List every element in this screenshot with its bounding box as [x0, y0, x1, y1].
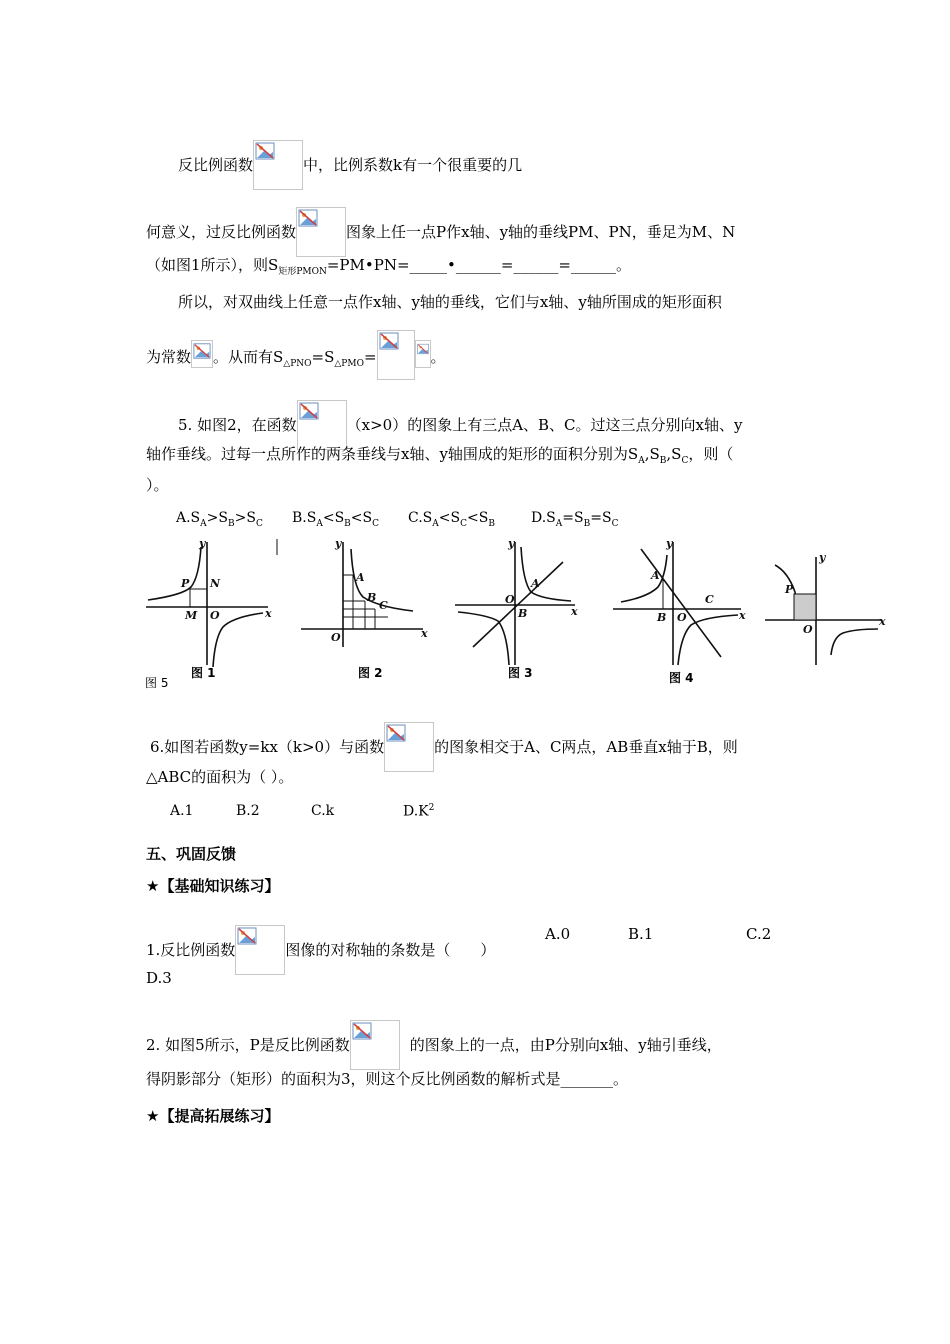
exercise-2-line2: 得阴影部分（矩形）的面积为3，则这个反比例函数的解析式是_______。 [146, 1070, 629, 1088]
formula-image-icon [384, 722, 434, 772]
figure-3 [455, 542, 575, 665]
fig2-a-label: A [356, 571, 365, 584]
fig4-o-label: O [677, 611, 687, 624]
fig4-c-label: C [705, 593, 714, 606]
fig2-o-label: O [331, 631, 341, 644]
section-title: 五、巩固反馈 [146, 845, 237, 863]
fig3-a-label: A [531, 577, 540, 590]
para-2 [146, 207, 735, 257]
formula-image-icon [235, 925, 285, 975]
formula-image-icon [350, 1020, 400, 1070]
subscript: C [681, 456, 689, 466]
para-3 [146, 254, 631, 277]
text: 。从而有S [213, 348, 284, 366]
fig1-p-label: P [181, 577, 190, 590]
text: 轴作垂线。过每一点所作的两条垂线与x轴、y轴围成的矩形的面积分别为S [146, 445, 639, 463]
fig1-x-label: x [265, 607, 272, 620]
fig1-o-label: O [210, 609, 220, 622]
text: <S [438, 510, 461, 526]
text: 中，比例系数k有一个很重要的几 [303, 156, 523, 174]
question-6-line2: △ABC的面积为（ ）。 [146, 768, 294, 786]
fig1-m-label: M [185, 609, 198, 622]
text: 的图象上的一点，由P分别向x轴、y轴引垂线， [409, 1036, 722, 1054]
figure-4 [613, 542, 741, 665]
subscript: B [583, 518, 591, 529]
text: =S [311, 348, 335, 366]
fig4-caption: 图 4 [669, 671, 694, 685]
text: >S [206, 510, 228, 526]
text: ,S [644, 445, 660, 463]
q5-option-a [176, 510, 263, 529]
subscript: A [432, 518, 439, 529]
formula-image-icon [296, 207, 346, 257]
fig5-caption: 图 5 [145, 676, 169, 690]
text: D.S [531, 510, 556, 526]
basic-practice-heading: ★【基础知识练习】 [146, 877, 280, 895]
question-6 [150, 722, 738, 772]
text: <S [322, 510, 345, 526]
subscript: C [460, 518, 467, 529]
subscript: B [659, 456, 667, 466]
exercise-2 [146, 1020, 722, 1070]
subscript: B [227, 518, 235, 529]
subscript: 矩形PMON [278, 267, 327, 277]
fig5-p-label: P [785, 583, 794, 596]
figure-1 [146, 542, 268, 667]
exercise-1-option-a: A.0 [545, 925, 571, 943]
text: =PM•PN=_____•______=______=______。 [326, 256, 631, 274]
fig2-caption: 图 2 [358, 666, 383, 680]
para-5 [146, 330, 446, 380]
para-4: 所以，对双曲线上任意一点作x轴、y轴的垂线，它们与x轴、y轴所围成的矩形面积 [178, 293, 722, 311]
text: （x>0）的图象上有三点A、B、C。过这三点分别向x轴、y [346, 416, 743, 434]
subscript: A [555, 518, 563, 529]
formula-image-icon [377, 330, 415, 380]
text: 为常数 [146, 348, 192, 366]
subscript: B [488, 518, 495, 529]
fig3-caption: 图 3 [508, 666, 533, 680]
subscript: C [255, 518, 263, 529]
fig2-b-label: B [367, 591, 377, 604]
text: 5. 如图2，在函数 [178, 416, 297, 434]
q6-option-c: C.k [311, 803, 335, 819]
q6-option-a: A.1 [170, 803, 194, 819]
text: =S [562, 510, 584, 526]
fig4-b-label: B [657, 611, 667, 624]
text: B.S [292, 510, 317, 526]
fig5-y-label: y [819, 551, 826, 564]
text: 1.反比例函数 [146, 941, 236, 959]
subscript: A [200, 518, 207, 529]
text: 图象上任一点P作x轴、y轴的垂线PM、PN，垂足为M、N [346, 223, 736, 241]
exercise-1-option-b: B.1 [628, 925, 654, 943]
para-1 [178, 140, 522, 190]
formula-image-icon [253, 140, 303, 190]
subscript: A [638, 456, 645, 466]
subscript: A [316, 518, 323, 529]
subscript: C [611, 518, 619, 529]
text: <S [350, 510, 373, 526]
fig2-c-label: C [379, 599, 388, 612]
q6-option-b: B.2 [236, 803, 260, 819]
exercise-1-option-c: C.2 [746, 925, 772, 943]
fig4-a-label: A [651, 569, 660, 582]
fig1-y-label: y [199, 537, 206, 550]
superscript: 2 [428, 803, 435, 813]
fig4-y-label: y [666, 537, 673, 550]
fig2-y-label: y [335, 537, 342, 550]
text: 图像的对称轴的条数是（ ） [285, 941, 496, 959]
q5-option-d [531, 510, 618, 529]
q6-option-d [403, 803, 434, 820]
text: （如图1所示），则S [146, 256, 279, 274]
fig3-x-label: x [571, 605, 578, 618]
figures-strip [143, 537, 893, 690]
formula-image-icon [415, 340, 431, 368]
advanced-practice-heading: ★【提高拓展练习】 [146, 1107, 280, 1125]
text: C.S [408, 510, 433, 526]
text: =S [590, 510, 612, 526]
text: = [363, 348, 377, 366]
formula-image-icon [191, 340, 213, 368]
fig3-o-label: O [505, 593, 515, 606]
text: <S [466, 510, 489, 526]
text: A.S [176, 510, 201, 526]
exercise-1 [146, 925, 495, 975]
fig1-caption: 图 1 [191, 666, 216, 680]
text: 反比例函数 [178, 156, 254, 174]
fig3-y-label: y [508, 537, 515, 550]
q5-option-c [408, 510, 495, 529]
question-5-line2 [146, 443, 733, 466]
fig4-x-label: x [739, 609, 746, 622]
fig5-o-label: O [803, 623, 813, 636]
q5-option-b [292, 510, 379, 529]
text: 2. 如图5所示，P是反比例函数 [146, 1036, 350, 1054]
fig2-x-label: x [421, 627, 428, 640]
text: 的图象相交于A、C两点，AB垂直x轴于B，则 [434, 738, 738, 756]
fig3-b-label: B [518, 607, 528, 620]
text: ,S [666, 445, 682, 463]
figure-5 [765, 557, 881, 665]
text: 何意义，过反比例函数 [146, 223, 297, 241]
figure-2 [301, 542, 423, 647]
text: D.K [403, 803, 429, 820]
text: >S [234, 510, 256, 526]
exercise-1-option-d: D.3 [146, 969, 172, 987]
text: ，则（ [688, 445, 734, 463]
subscript: △PMO [334, 359, 364, 369]
subscript: B [344, 518, 351, 529]
subscript: △PNO [283, 359, 312, 369]
text: 6.如图若函数y=kx（k>0）与函数 [150, 738, 385, 756]
subscript: C [372, 518, 380, 529]
text: 。 [430, 348, 446, 366]
question-5-line3: ）。 [146, 476, 169, 494]
fig5-x-label: x [879, 615, 886, 628]
fig1-n-label: N [210, 577, 221, 590]
